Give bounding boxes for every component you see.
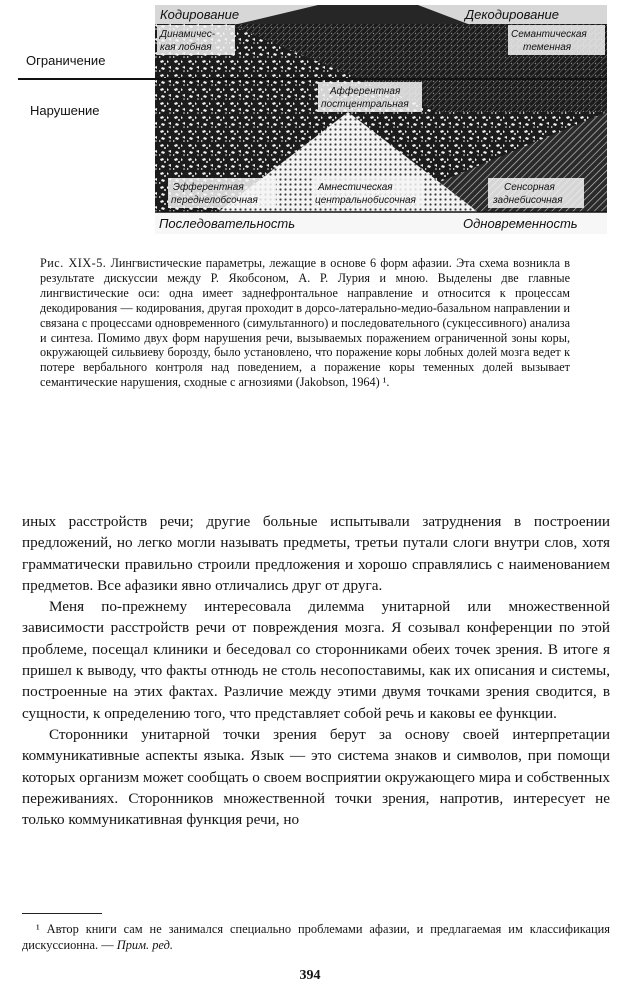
simultaneity-label: Одновременность [463,216,578,231]
encoding-label: Кодирование [160,7,240,22]
footnote-divider [22,913,102,914]
sequence-label: Последовательность [159,216,296,231]
zone-semantic-parietal-1: Семантическая [511,29,587,40]
zone-amnestic-1: Амнестическая [318,182,393,193]
aphasia-diagram [18,2,610,236]
decoding-label: Декодирование [465,7,559,22]
paragraph-1: иных расстройств речи; другие больные испытывали затруднения в построении предложений, но легко могли называть предметы, третьи путали слоги внутри слов, хотя грамматически правильно строили предложения и хорошо справлялись с наименованием предметов. Все афазики явно отличались друг от друга. [22,513,610,594]
figure-caption [40,256,570,390]
body-text [22,511,610,830]
restriction-label: Ограничение [26,53,106,68]
zone-sensory-temporal-2: заднебисочная [493,195,563,206]
caption-lead: Рис. XIX-5. [40,256,107,270]
footnote-editor-note: Прим. ред. [116,937,173,952]
zone-semantic-parietal-2: теменная [523,42,572,53]
footnote-text: ¹ Автор книги сам не занимался специально проблемами афазии, и предлагаемая им классификация дискуссионна. — [22,922,610,952]
paragraph-2: Меня по-прежнему интересовала дилемма унитарной или множественной зависимости расстройств речи от повреждения мозга. Я созывал конференции по этой проблеме, посещал клиники и беседовал со сторонниками обеих точек зрения. В итоге я пришел к выводу, что факты отнюдь не столь несопоставимы, как их описания и системы, построенные на этих фактах. Различие между этими двумя точками зрения сводится, в сущности, к определению того, что представляет собой речь и каковы ее функции. [22,598,610,722]
paragraph-3: Сторонники унитарной точки зрения берут за основу своей интерпретации коммуникативные аспекты языка. Язык — это система знаков и символов, при помощи которых организм может сообщать о своем восприятии окружающего мира и собственных переживаниях. Сторонников множественной точки зрения, напротив, интересует не только коммуникативная функция речи, но [22,725,610,829]
zone-afferent-postcentral-2: постцентральная [321,99,409,110]
page-number: 394 [299,968,321,983]
aphasia-figure [18,2,610,236]
zone-efferent-premotor-2: переднелобсочная [171,195,258,206]
zone-efferent-premotor-1: Эфферентная [173,182,244,193]
footnote [22,922,610,953]
zone-amnestic-2: центральнобисочная [315,195,416,206]
caption-text: Лингвистические параметры, лежащие в основе 6 форм афазии. Эта схема возникла в результате дискуссии между Р. Якобсоном, А. Р. Лурия и мною. Выделены две главные лингвистические оси: одна имеет заднефронтальное направление и относится к процессам декодирования — кодирования, другая проходит в дорсо-латерально-медио-базальном направлении и связана с процессами одновременного (симультанного) и последовательного (сукцессивного) анализа и синтеза. Помимо двух форм нарушения речи, вызываемых поражением ограниченной зоны коры, окружающей сильвиеву борозду, было установлено, что поражение коры лобных долей мозга ведет к потере вербального контроля над поведением, а поражение коры теменных долей вызывает семантические нарушения, сходные с агнозиями (Jakobson, 1964) ¹. [40,256,570,390]
impairment-label: Нарушение [30,103,100,118]
zone-dynamic-frontal-1: Динамичес- [160,29,216,40]
zone-dynamic-frontal-2: кая лобная [160,42,212,53]
zone-afferent-postcentral-1: Афферентная [330,86,401,97]
zone-sensory-temporal-1: Сенсорная [504,182,555,193]
